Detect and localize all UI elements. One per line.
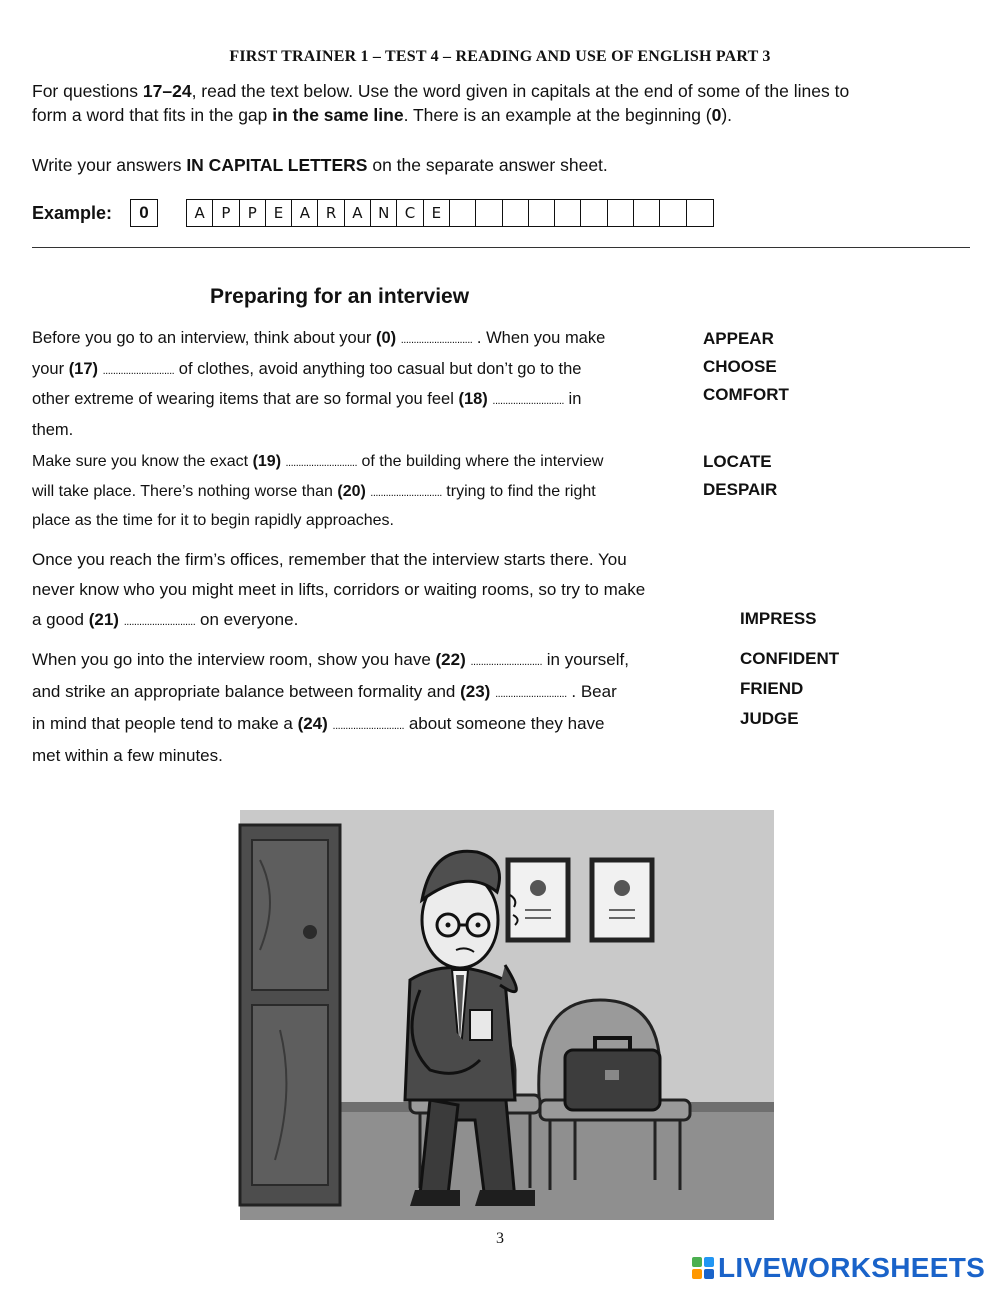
paragraph-1	[32, 324, 674, 444]
grid-cell	[555, 200, 581, 226]
text: of clothes, avoid anything too casual but don’t go to the	[174, 359, 582, 378]
instr-bold: 0	[711, 105, 722, 125]
grid-cell: N	[371, 200, 397, 226]
example-number-box: 0	[130, 199, 158, 227]
instr-text: , read the text below. Use the word given in capitals at the end of some of the lines to	[191, 81, 850, 101]
instr-text: For questions	[32, 81, 143, 101]
grid-cell: E	[266, 200, 292, 226]
gap-number: (22)	[435, 650, 466, 669]
text: a good	[32, 610, 89, 629]
gap-22[interactable]: ............................	[470, 656, 543, 668]
grid-cell	[581, 200, 607, 226]
paragraph-3	[32, 545, 710, 637]
grid-cell	[687, 200, 713, 226]
text: met within a few minutes.	[32, 746, 223, 765]
keyword-comfort: COMFORT	[703, 385, 789, 404]
grid-cell	[476, 200, 502, 226]
gap-number: (0)	[375, 329, 397, 347]
text: your	[32, 359, 69, 378]
text: of the building where the interview	[357, 453, 604, 470]
logo-icon	[692, 1257, 714, 1279]
instr-text: . There is an example at the beginning (	[403, 105, 712, 125]
gap-number: (23)	[460, 682, 491, 701]
text: them.	[32, 420, 74, 439]
gap-18[interactable]: ............................	[492, 395, 564, 407]
text: in	[563, 390, 582, 408]
instr-bold: IN CAPITAL LETTERS	[186, 155, 368, 175]
instr-text: Write your answers	[32, 155, 187, 175]
keyword-judge: JUDGE	[740, 709, 799, 728]
text: will take place. There’s nothing worse than	[32, 482, 338, 500]
grid-cell: C	[397, 200, 423, 226]
briefcase-icon	[565, 1038, 660, 1110]
text: other extreme of wearing items that are so formal you feel	[32, 390, 459, 408]
text: about someone they have	[404, 714, 605, 733]
brand-name: LIVEWORKSHEETS	[718, 1252, 986, 1283]
instr-bold: in the same line	[272, 105, 404, 125]
instr-bold: 17–24	[142, 81, 192, 101]
keyword-friend: FRIEND	[740, 679, 804, 698]
text: Before you go to an interview, think about your	[32, 329, 376, 347]
text: never know who you might meet in lifts, corridors or waiting rooms, so try to make	[32, 580, 646, 599]
text: trying to find the right	[441, 482, 596, 500]
example-answer-grid	[186, 199, 714, 227]
instr-text: on the separate answer sheet.	[367, 155, 608, 175]
page-number: 3	[496, 1230, 504, 1247]
gap-number: (21)	[88, 610, 119, 629]
waiting-room-illustration	[180, 800, 774, 1230]
text: and strike an appropriate balance between formality and	[32, 682, 461, 701]
grid-cell	[450, 200, 476, 226]
grid-cell: A	[292, 200, 318, 226]
grid-cell	[529, 200, 555, 226]
gap-19[interactable]: ............................	[285, 457, 358, 469]
grid-cell: P	[240, 200, 266, 226]
paragraph-4	[32, 645, 710, 771]
grid-cell	[503, 200, 529, 226]
gap-21[interactable]: ............................	[123, 616, 196, 628]
grid-cell: A	[187, 200, 213, 226]
grid-cell: A	[345, 200, 371, 226]
grid-cell	[660, 200, 686, 226]
text: place as the time for it to begin rapidly approaches.	[32, 512, 394, 529]
grid-cell	[608, 200, 634, 226]
gap-0[interactable]: ............................	[400, 334, 473, 346]
text: Make sure you know the exact	[32, 453, 253, 470]
gap-17[interactable]: ............................	[102, 364, 175, 377]
picture-frame-icon	[592, 860, 652, 940]
divider	[32, 247, 970, 248]
gap-number: (17)	[68, 359, 99, 378]
text: Once you reach the firm’s offices, remember that the interview starts there. You	[32, 550, 627, 569]
page-header: FIRST TRAINER 1 – TEST 4 – READING AND USE OF ENGLISH PART 3	[229, 48, 771, 65]
instr-text: ).	[721, 105, 733, 125]
text: . Bear	[566, 682, 617, 701]
instr-text: form a word that fits in the gap	[32, 105, 273, 125]
picture-frame-icon	[508, 860, 568, 940]
keyword-despair: DESPAIR	[703, 480, 778, 499]
grid-cell: P	[213, 200, 239, 226]
answer-instructions	[32, 153, 972, 177]
keyword-locate: LOCATE	[703, 452, 772, 471]
grid-cell: E	[424, 200, 450, 226]
keyword-impress: IMPRESS	[740, 609, 817, 628]
gap-24[interactable]: ............................	[332, 720, 405, 732]
gap-number: (24)	[297, 714, 328, 733]
keyword-choose: CHOOSE	[703, 357, 777, 376]
gap-number: (18)	[458, 390, 488, 408]
gap-23[interactable]: ............................	[495, 688, 567, 700]
text: in mind that people tend to make a	[32, 714, 298, 733]
grid-cell	[634, 200, 660, 226]
example-label: Example:	[32, 203, 113, 223]
paragraph-2	[32, 448, 674, 536]
gap-number: (20)	[337, 482, 366, 500]
text: When you go into the interview room, show you have	[32, 650, 436, 669]
text-title: Preparing for an interview	[210, 285, 470, 308]
door	[240, 825, 340, 1205]
text: . When you make	[472, 329, 606, 347]
text: in yourself,	[542, 650, 629, 669]
liveworksheets-logo[interactable]	[692, 1252, 985, 1284]
gap-20[interactable]: ............................	[370, 486, 442, 499]
keyword-appear: APPEAR	[703, 329, 774, 348]
keyword-confident: CONFIDENT	[740, 649, 840, 668]
gap-number: (19)	[252, 453, 282, 470]
instructions	[32, 79, 972, 127]
text: on everyone.	[195, 610, 299, 629]
grid-cell: R	[318, 200, 344, 226]
